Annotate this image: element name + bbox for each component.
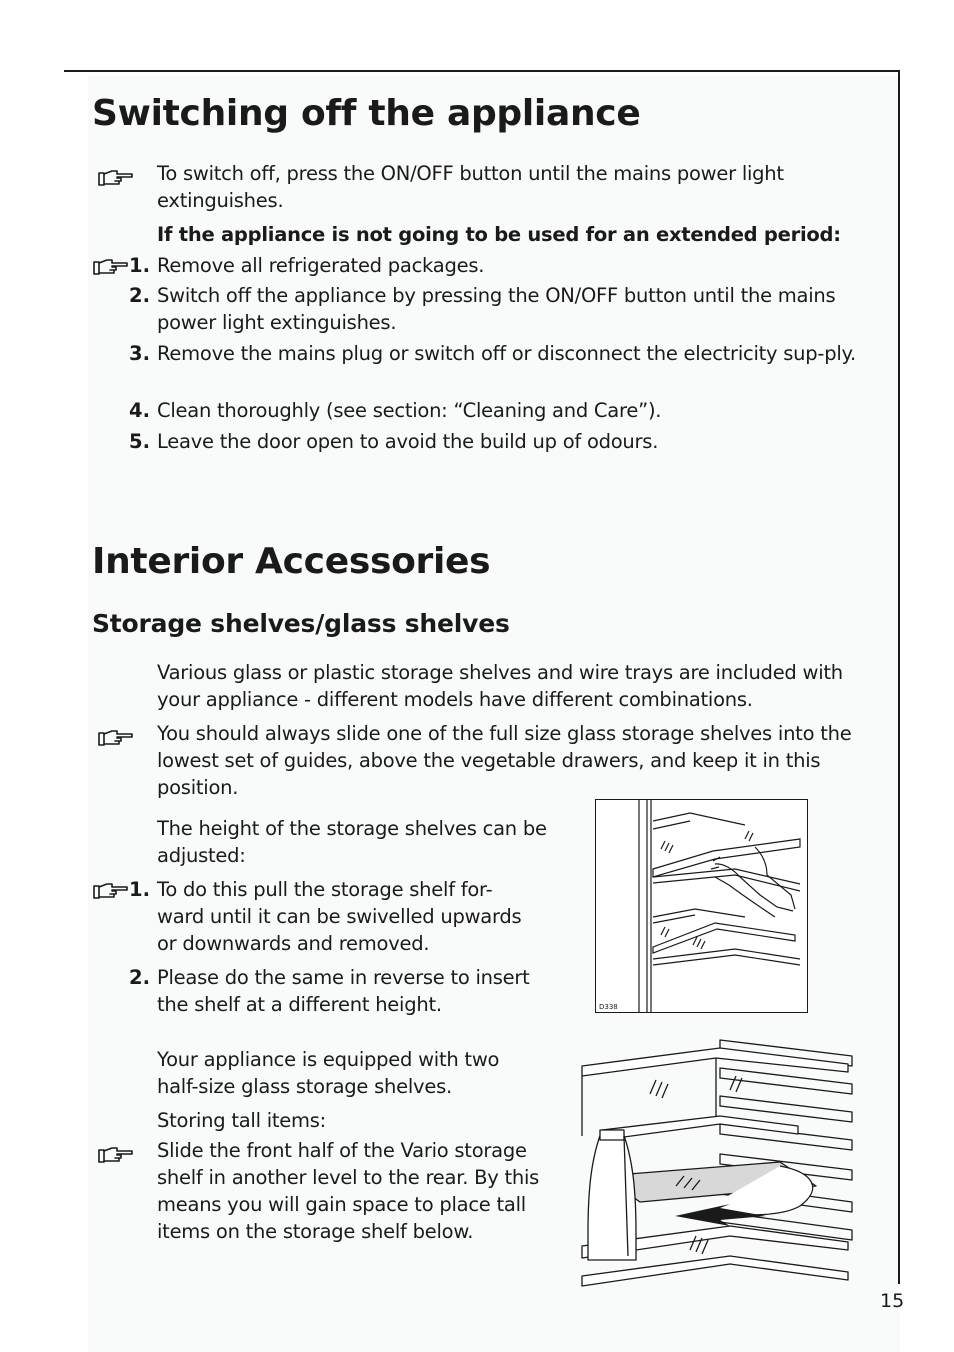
- pointing-hand-icon: [97, 1145, 135, 1165]
- tall-items-tip: Slide the front half of the Vario storage shelf in another level to the rear. By this means you will gain space to place tall items on the storage shelf below.: [157, 1139, 540, 1243]
- half-shelves-note: Your appliance is equipped with two half-size glass storage shelves.: [157, 1048, 500, 1098]
- step-number: 1.: [129, 878, 150, 901]
- right-rule: [898, 70, 900, 1284]
- section-title-switching-off: Switching off the appliance: [92, 93, 641, 134]
- extended-period-heading: If the appliance is not going to be used for an extended period:: [157, 223, 841, 246]
- pointing-hand-icon: [92, 881, 130, 901]
- vario-shelf-illustration: [580, 1036, 856, 1288]
- step-number: 3.: [129, 342, 150, 365]
- shelves-intro: Various glass or plastic storage shelves and wire trays are included with your appliance - different models have different combinations.: [157, 661, 843, 711]
- subsection-title-storage-shelves: Storage shelves/glass shelves: [92, 609, 510, 638]
- step-text: Clean thoroughly (see section: “Cleaning and Care”).: [157, 399, 662, 422]
- step-text: Remove all refrigerated packages.: [157, 254, 485, 277]
- switch-off-tip: To switch off, press the ON/OFF button until the mains power light extinguishes.: [157, 162, 784, 212]
- top-rule: [64, 70, 900, 72]
- step-text: To do this pull the storage shelf for-ward until it can be swivelled upwards or downwards and removed.: [157, 878, 522, 955]
- figure-code: D338: [599, 1003, 618, 1011]
- step-text: Remove the mains plug or switch off or disconnect the electricity sup-ply.: [157, 342, 856, 365]
- step-text: Please do the same in reverse to insert the shelf at a different height.: [157, 966, 530, 1016]
- lowest-shelf-tip: You should always slide one of the full size glass storage shelves into the lowest set of guides, above the vegetable drawers, and keep it in this position.: [157, 722, 852, 799]
- step-number: 4.: [129, 399, 150, 422]
- tall-items-label: Storing tall items:: [157, 1109, 326, 1132]
- section-title-interior-accessories: Interior Accessories: [92, 541, 491, 582]
- step-number: 5.: [129, 430, 150, 453]
- shelf-removal-illustration: [595, 799, 808, 1013]
- pointing-hand-icon: [97, 728, 135, 748]
- pointing-hand-icon: [92, 257, 130, 277]
- step-number: 1.: [129, 254, 150, 277]
- height-adjust-note: The height of the storage shelves can be adjusted:: [157, 817, 547, 867]
- step-number: 2.: [129, 284, 150, 307]
- step-text: Switch off the appliance by pressing the ON/OFF button until the mains power light extinguishes.: [157, 284, 836, 334]
- page-number: 15: [880, 1290, 905, 1312]
- step-number: 2.: [129, 966, 150, 989]
- step-text: Leave the door open to avoid the build up of odours.: [157, 430, 659, 453]
- pointing-hand-icon: [97, 168, 135, 188]
